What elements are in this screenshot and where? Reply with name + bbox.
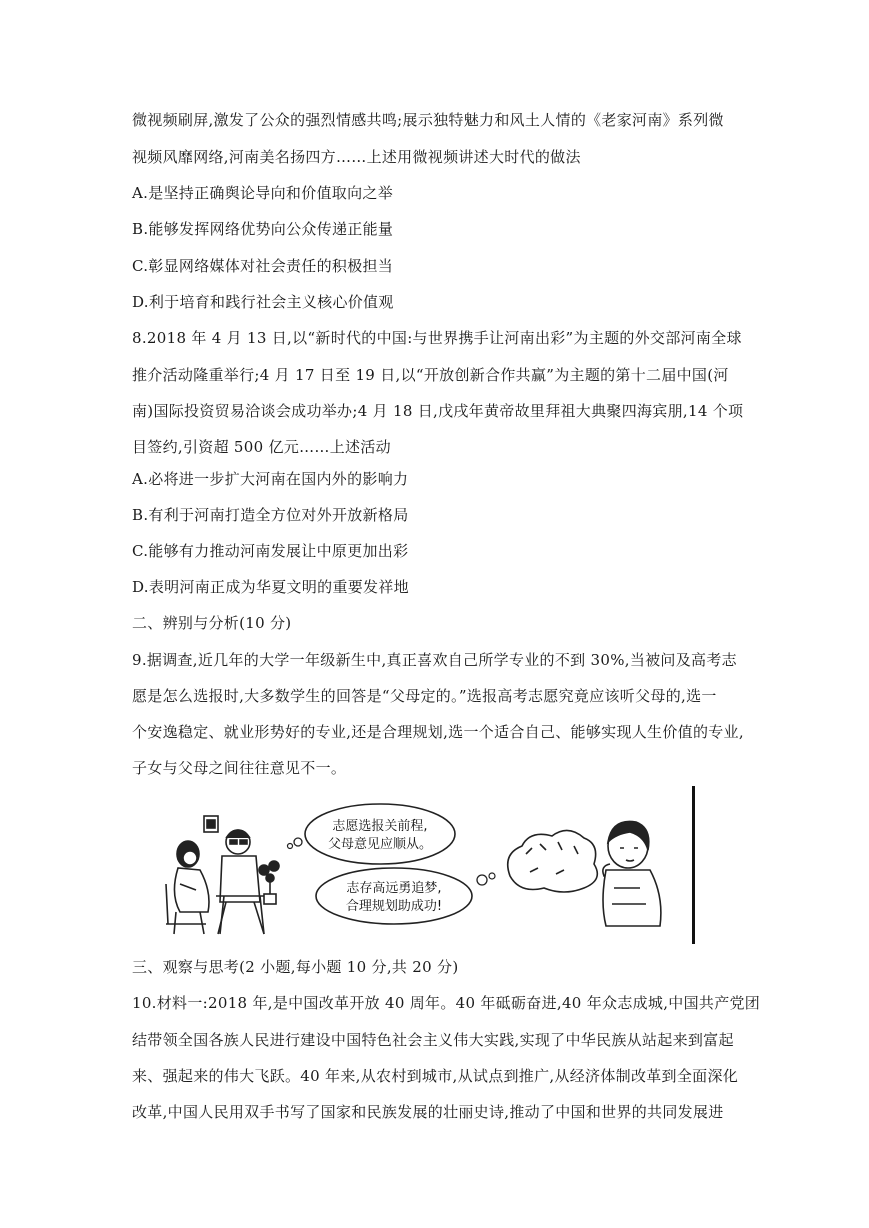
q10-text-line-3: 来、强起来的伟大飞跃。40 年来,从农村到城市,从试点到推广,从经济体制改革到全面深化 xyxy=(132,1067,739,1085)
bubble-2-line-1: 志存高远勇追梦, xyxy=(346,881,442,896)
speech-bubble-2 xyxy=(316,868,472,924)
q9-cartoon-drawing xyxy=(160,784,700,946)
q7-option-a: A.是坚持正确舆论导向和价值取向之举 xyxy=(132,184,394,202)
q9-text-line-3: 个安逸稳定、就业形势好的专业,还是合理规划,选一个适合自己、能够实现人生价值的专业, xyxy=(132,723,744,741)
q9-text-line-1: 9.据调查,近几年的大学一年级新生中,真正喜欢自己所学专业的不到 30%,当被问及高考志 xyxy=(132,651,737,669)
q10-text-line-1: 10.材料一:2018 年,是中国改革开放 40 周年。40 年砥砺奋进,40 年众志成城,中国共产党团 xyxy=(132,994,761,1012)
q8-text-line-2: 推介活动隆重举行;4 月 17 日至 19 日,以“开放创新合作共赢”为主题的第十二届中国(河 xyxy=(132,366,729,384)
bubble-1-line-2: 父母意见应顺从。 xyxy=(327,837,433,852)
q9-text-line-4: 子女与父母之间往往意见不一。 xyxy=(132,759,347,777)
vertical-divider xyxy=(692,786,695,944)
q9-text-line-2: 愿是怎么选报时,大多数学生的回答是“父母定的。”选报高考志愿究竟应该听父母的,选一 xyxy=(132,687,717,705)
q8-text-line-3: 南)国际投资贸易洽谈会成功举办;4 月 18 日,戊戌年黄帝故里拜祖大典聚四海宾朋,14 个项 xyxy=(132,402,744,420)
q8-option-d: D.表明河南正成为华夏文明的重要发祥地 xyxy=(132,578,409,596)
q10-text-line-2: 结带领全国各族人民进行建设中国特色社会主义伟大实践,实现了中华民族从站起来到富起 xyxy=(132,1031,734,1049)
speech-bubble-1 xyxy=(305,804,455,864)
q7-option-d: D.利于培育和践行社会主义核心价值观 xyxy=(132,293,394,311)
q8-text-line-1: 8.2018 年 4 月 13 日,以“新时代的中国:与世界携手让河南出彩”为主题的外交部河南全球 xyxy=(132,329,742,347)
bubble-2-line-2: 合理规划助成功! xyxy=(345,899,443,914)
q7-text-line-1: 微视频刷屏,激发了公众的强烈情感共鸣;展示独特魅力和风土人情的《老家河南》系列微 xyxy=(132,111,724,129)
child-illustration xyxy=(508,821,661,926)
q8-option-a: A.必将进一步扩大河南在国内外的影响力 xyxy=(132,470,409,488)
q8-option-c: C.能够有力推动河南发展让中原更加出彩 xyxy=(132,542,409,560)
q10-text-line-4: 改革,中国人民用双手书写了国家和民族发展的壮丽史诗,推动了中国和世界的共同发展进 xyxy=(132,1103,724,1121)
q9-cartoon xyxy=(160,784,700,946)
parents-illustration xyxy=(166,816,279,934)
q7-option-c: C.彰显网络媒体对社会责任的积极担当 xyxy=(132,257,394,275)
bubble-1-line-1: 志愿选报关前程, xyxy=(332,819,428,834)
q7-option-b: B.能够发挥网络优势向公众传递正能量 xyxy=(132,220,394,238)
q8-option-b: B.有利于河南打造全方位对外开放新格局 xyxy=(132,506,409,524)
q7-text-line-2: 视频风靡网络,河南美名扬四方……上述用微视频讲述大时代的做法 xyxy=(132,148,581,166)
section-3-heading: 三、观察与思考(2 小题,每小题 10 分,共 20 分) xyxy=(132,958,459,976)
q8-text-line-4: 目签约,引资超 500 亿元……上述活动 xyxy=(132,438,391,456)
section-2-heading: 二、辨别与分析(10 分) xyxy=(132,614,292,632)
